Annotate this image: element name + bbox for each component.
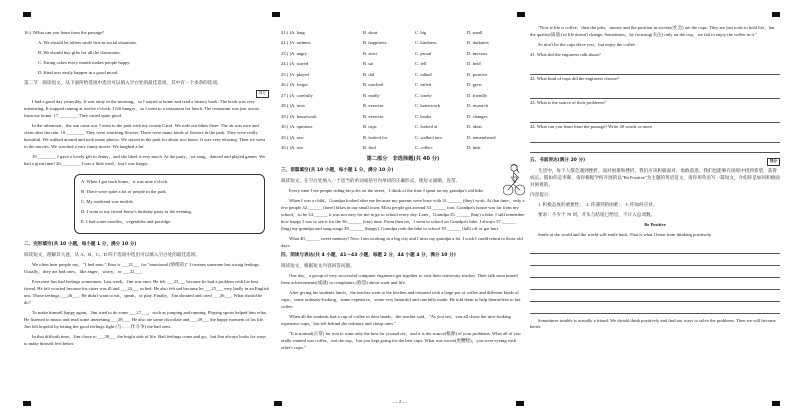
passage-paragraph: When I was a child，Grandpa looked after me because my parents were busy with 31.______ (they) work. At that time，only a few people 32.______ (have) bikes in our small town. Most people got around 33.______ foot. Grandpa's house was far from my school，so he 34.______ it was not easy for me to go to school every day. Later，Grandpa 35.______ (buy) a bike. I still remember how happy I was to see it for the 36.______ (one) time. From then on，I went to school on Grandpa's bike. I always 37.______ (hug) my grandpa and sang songs 38.______ (happy). Grandpa rode the bike to school 39.______ (fall) off or got hurt. bbox=[281, 198, 525, 231]
answer-line[interactable] bbox=[530, 86, 780, 99]
answer-line[interactable] bbox=[530, 291, 780, 302]
question-43: 43. What is the source of their problems? bbox=[530, 100, 606, 106]
option: B. touched bbox=[363, 82, 383, 88]
cloze-row bbox=[281, 51, 525, 58]
cloze-row bbox=[281, 40, 525, 47]
score-row bbox=[24, 90, 269, 99]
option: 22.( )A. sadness bbox=[281, 40, 311, 46]
writing-instruction: 生活中，每个人都会遇到挫折。面对困难和挫折，我们应该积极面对，勇敢前进。我们也能够在困境中找到希望，获得成长。假如你是李晖，请你根据学校开展的以"Be Positive"为主题的英语征文，请你用英语写一篇短文，介绍你是如何积极面对困难的。 bbox=[530, 168, 780, 188]
option: B. There were quite a lot of people in the park. bbox=[81, 188, 167, 194]
score-box: 得分 bbox=[256, 90, 269, 97]
section-title bbox=[530, 158, 780, 165]
passage-paragraph: After giving his students lunch，the teacher went to the kitchen and returned with a large pot of coffee and different kinds of cups，some ordinary-looking，some expensive，some very beautiful and carefully made. He told them to help themselves to hot coffee. bbox=[281, 290, 521, 310]
option: B. happiness bbox=[363, 40, 387, 46]
option: B. looked for bbox=[363, 134, 388, 140]
section-title: 三、语篇填空(共 10 小题，每小题 1 分，满分 10 分) bbox=[281, 168, 394, 174]
passage-paragraph: "It is normal(正常) for you to want only the best for yourselves，and it is the source(根源) of your problems. What all of you really wanted was coffee，not the cup，but you kept going for the best cups. What was worse(更糟糕)，you were eyeing each other's cups." bbox=[281, 331, 521, 351]
option: C. walked into bbox=[415, 134, 442, 140]
question-44: 44. What can you learn from the passage? Write 20 words or more. bbox=[530, 124, 654, 130]
section-instruction: 阅读短文，理解其大意，从 A、B、C、D 四个选项中选出可以填入空白处的最佳选项。 bbox=[24, 252, 200, 258]
option: C. kindness bbox=[415, 40, 437, 46]
girl-on-bike-illustration bbox=[503, 163, 525, 197]
passage-paragraph: Every time I see people riding bicycles on the street，I think of the time I spent on my grandpa's old bike. bbox=[289, 187, 485, 193]
answer-line[interactable] bbox=[530, 110, 780, 123]
option: 23.( )A. angry bbox=[281, 50, 308, 56]
passage-paragraph: When all the students had a cup of coffee in their hands，the teacher said，"As you see，you all chose the nice-looking expensive cups，but left behind the ordinary and cheap ones." bbox=[281, 314, 511, 327]
passage-paragraph: In that difficult time，Jim chose to ___30___ the bright side of life. Bad feelings come and go，but Jim always looks for ways to make himself feel better. bbox=[24, 333, 267, 346]
cloze-options bbox=[281, 30, 525, 152]
cloze-row bbox=[281, 30, 525, 37]
right-column bbox=[530, 25, 780, 334]
option: C. sailed bbox=[415, 82, 432, 88]
option: B. We should buy gifts for all the classmates. bbox=[38, 50, 121, 56]
option: D. ideas bbox=[467, 124, 483, 130]
passage-paragraph: We often hear people say，"I feel emo." Emo is ___21___ for "emotional (情绪的)". It means someone has strong feelings. Usually，they are bad ones，like anger，worry，or ___22___. bbox=[24, 262, 260, 275]
option: 30.( )A. rise bbox=[281, 145, 304, 151]
cloze-row bbox=[281, 124, 525, 131]
option: 30.( )A. opinions bbox=[281, 124, 313, 130]
cloze-row bbox=[281, 93, 525, 100]
option: D. nervous bbox=[467, 50, 488, 56]
passage-paragraph: I had a good day yesterday. It was rainy in the morning，so I stayed at home and read a history book. The book was very interesting. It stopped raining at twelve o'clock. I felt hungry，so I went to a restaurant for lunch. The restaurant was just across from my home. 17.________ They tasted quite good. bbox=[24, 99, 260, 119]
writing-points: 1. 积极态度的重要性； 2. 你遇到的困难； 3. 你如何应对。 bbox=[538, 202, 658, 208]
points-label: 内容提示： bbox=[530, 192, 553, 198]
option: 24.( )A. stayed bbox=[281, 61, 309, 67]
page-number: — 2 — bbox=[393, 399, 407, 404]
registration-mark bbox=[272, 12, 280, 17]
option: C. proud bbox=[415, 50, 432, 56]
option: B. find bbox=[363, 145, 376, 151]
question-16-options bbox=[24, 40, 269, 77]
cloze-row bbox=[281, 145, 525, 152]
option: C. homework bbox=[415, 103, 441, 109]
essay-opening: Smile at the world and the world will smile back. That is what I learn from thinking positively. bbox=[538, 232, 713, 238]
left-column bbox=[24, 30, 269, 351]
option: 25.( )A. played bbox=[281, 71, 309, 77]
option: 29.( )A. saw bbox=[281, 134, 304, 140]
option: B. exercise bbox=[363, 113, 384, 119]
answer-line[interactable] bbox=[530, 62, 780, 75]
answer-line[interactable] bbox=[530, 279, 780, 290]
middle-column bbox=[281, 30, 525, 355]
option: D. remembered bbox=[467, 134, 496, 140]
option: B. trips bbox=[363, 124, 377, 130]
option: E. I had some noodles，vegetables and porridge. bbox=[81, 219, 172, 225]
option: 28.( )A. tests bbox=[281, 103, 305, 109]
option: B. sat bbox=[363, 61, 374, 67]
cloze-row bbox=[281, 114, 525, 121]
passage-paragraph: So don't let the cups drive you，but enjoy the coffee. bbox=[538, 41, 636, 47]
option: D. Kind acts easily happen in a good mood. bbox=[38, 70, 119, 76]
cloze-row bbox=[281, 103, 525, 110]
registration-mark bbox=[23, 12, 31, 17]
answer-line[interactable] bbox=[530, 303, 780, 314]
part-title: 第二部分 非选择题(共 40 分) bbox=[366, 156, 440, 163]
essay-title: Be Positive bbox=[644, 222, 666, 228]
option: 29.( )A. housework bbox=[281, 113, 317, 119]
section-instruction: 阅读短文，在空白处填入一个适当的单词或括号内单词的正确形式，使短文通顺、连贯。 bbox=[281, 177, 461, 183]
option: D. small bbox=[467, 30, 483, 35]
section-instruction: 阅读短文，根据短文内容回答问题。 bbox=[281, 263, 355, 269]
option: 27.( )A. carefully bbox=[281, 92, 313, 98]
option: A. When I got back home，it was nine o'clock. bbox=[81, 178, 169, 184]
option: A. We should let others smile first in social situations. bbox=[38, 40, 138, 46]
section-title: 四、阅读与表达(共 4 小题，41～43 小题，每题 2 分，44 小题 4 分，满分 10 分) bbox=[281, 253, 456, 259]
answer-line[interactable] bbox=[530, 255, 780, 266]
passage-paragraph: "Now if life is coffee，then the jobs，money and the position in society(社会) are the cups. They are just tools to hold life，but the quality(质量) of life doesn't change. Sometimes，by focusing(关注) only on the cup，we fail to enjoy the coffee in it." bbox=[530, 25, 775, 37]
option: 26.( )A. forgot bbox=[281, 82, 308, 88]
cloze-row bbox=[281, 135, 525, 142]
option: B. madly bbox=[363, 92, 380, 98]
passage-paragraph: To make himself happy again，Jim tried to do some ___27___，such as jumping and running. Playing sports helped him relax. He listened to music and read some interesting ___28___. He also ate some chocolate and ___29___ the happy moment of his life. Jim felt hopeful by letting the good feelings fight (与……作斗争) the bad ones. bbox=[24, 309, 268, 329]
option: C. Eating cakes every month makes people happy. bbox=[38, 60, 131, 66]
passage-paragraph: Everyone has bad feelings sometimes. Last week，Jim was emo. He felt ___23___ because he had a problem with his best friend. He felt worried because his sister was ill and ___24___ in bed. He also felt sad because he ___25___ very badly in an English test. Those feelings ___26___. He didn't want to eat，speak，or play. Finally，Jim shouted and cried ___26___. What should he do? bbox=[24, 279, 269, 305]
passage-paragraph: 19.________ I gave a lovely gift to Jenny，and she liked it very much. At the party，we sang，danced and played games. We had a great time! 20.________ I was a little tired，but I was happy. bbox=[24, 154, 266, 166]
answer-line[interactable] bbox=[530, 144, 780, 153]
option: B. short bbox=[363, 30, 378, 35]
question-42: 42. What kind of cups did the engineers choose? bbox=[530, 76, 620, 82]
passage-paragraph: In the afternoon，the sun came out. I went to the park with my cousin Carol. We rode our bikes there. The air was nice and clean after the rain. 18.________ They were watching flowers. There were many kinds of flowers in the park. They were really beautiful. We walked around and took many photos. We stayed in the park for about two hours. It was very relaxing. Then we went to the movies. We watched a very funny movie. We laughed a lot. bbox=[24, 123, 266, 149]
question-16: 16.( )What can you learn from the passage? bbox=[24, 30, 105, 35]
option: C. My weekend was terrible. bbox=[81, 199, 135, 205]
option: C. talked bbox=[415, 71, 432, 77]
option: C. books bbox=[415, 113, 432, 119]
option: D. positive bbox=[467, 71, 488, 77]
score-box: 得分 bbox=[767, 158, 780, 165]
option: D. friendly bbox=[467, 92, 488, 98]
answer-line[interactable] bbox=[530, 134, 780, 143]
option: D. hide bbox=[467, 145, 481, 151]
option: C. fell bbox=[415, 61, 427, 67]
option: C. big bbox=[415, 30, 427, 35]
option: D. research bbox=[467, 103, 488, 109]
option: D. grew bbox=[467, 82, 482, 88]
essay-ending: Sometimes trouble is actually a friend. We should think positively and find out ways to solve the problems. Then we will become better. bbox=[530, 317, 776, 330]
option: D. changes bbox=[467, 113, 488, 119]
section-title-text: 五、书面表达(满分 20 分) bbox=[530, 158, 586, 164]
writing-requirement: 要求：不少于 70 词，开头与结尾已给出，不计入总词数。 bbox=[538, 212, 656, 218]
option: D. I went to my friend Jenny's birthday party in the evening. bbox=[81, 209, 192, 215]
registration-mark bbox=[517, 12, 525, 17]
passage-paragraph: One day，a group of very successful computer engineers got together to visit their university teacher. Their talk soon turned from achievements(成就) to complaints (抱怨) about work and life. bbox=[281, 273, 518, 286]
question-41: 41. What did the engineers talk about? bbox=[530, 52, 601, 58]
section-instruction: 第二节 阅读短文，从下面所给选项中选出可以填入空白处的最佳选项，其中有一个多余的选项。 bbox=[24, 80, 222, 86]
registration-mark bbox=[772, 12, 780, 17]
option: B. did bbox=[363, 71, 375, 77]
answer-line[interactable] bbox=[530, 267, 780, 278]
option: D. held bbox=[467, 61, 481, 67]
option: C. collect bbox=[415, 145, 433, 151]
option: C. lonely bbox=[415, 92, 432, 98]
passage-paragraph: What 40.______ sweet memory! Now I am working in a big city and I miss my grandpa a lot. I wish I could return to those old days. bbox=[281, 235, 523, 248]
cloze-row bbox=[281, 72, 525, 79]
option: B. strict bbox=[363, 50, 378, 56]
option: D. darkness bbox=[467, 40, 489, 46]
options-box bbox=[74, 174, 265, 234]
answer-line[interactable] bbox=[530, 243, 780, 254]
cloze-row bbox=[281, 61, 525, 68]
section-title: 二、完形填空(共 10 小题，每小题 1 分，满分 10 分) bbox=[24, 242, 137, 248]
option: C. looked at bbox=[415, 124, 438, 130]
option: B. exercise bbox=[363, 103, 384, 109]
option: 21.( )A. long bbox=[281, 30, 305, 35]
cloze-row bbox=[281, 82, 525, 89]
